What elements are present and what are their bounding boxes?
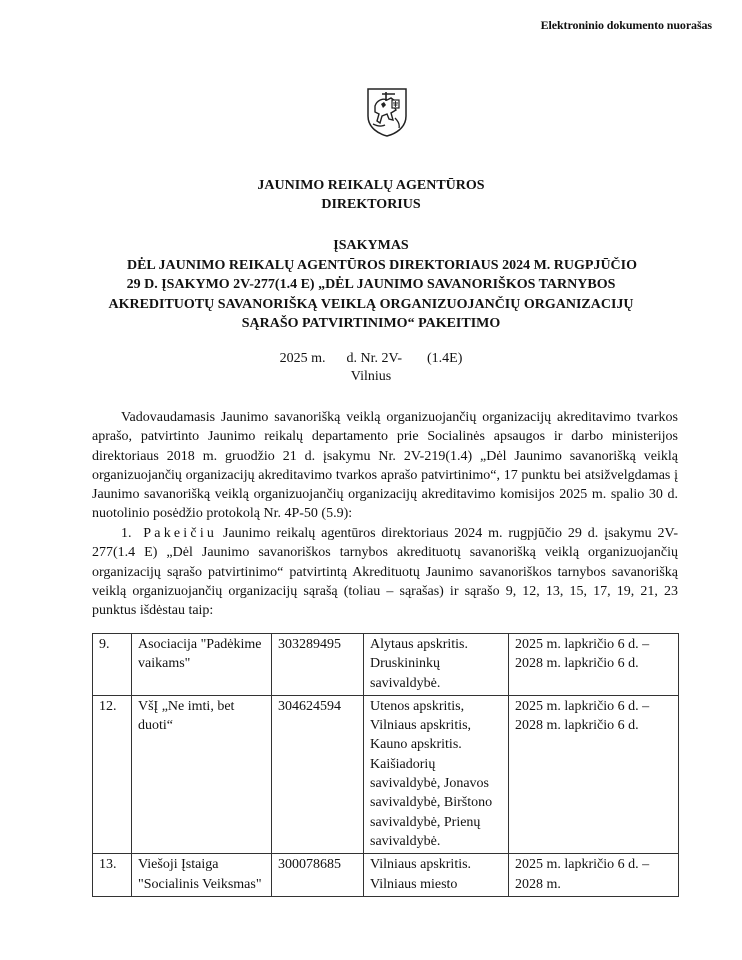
document-title-block [0,236,742,334]
title-line: SĄRAŠO PATVIRTINIMO“ PAKEITIMO [241,316,501,331]
cell-area: Alytaus apskritis. Druskininkų savivaldybė. [364,634,509,696]
cell-number: 13. [93,854,132,897]
institution-heading [0,176,742,214]
cell-number: 9. [93,634,132,696]
cell-number: 12. [93,695,132,853]
cell-area: Utenos apskritis, Vilniaus apskritis, Kauno apskritis. Kaišiadorių savivaldybė, Jonavos savivaldybė, Birštono savivaldybė, Prienų savivaldybė. [364,695,509,853]
preamble-paragraph: Vadovaudamasis Jaunimo savanorišką veiklą organizuojančių organizacijų akreditavimo tvarkos aprašo, patvirtinto Jaunimo reikalų departamento prie Socialinės apsaugos ir darbo ministerijos direktoriaus 2018 m. gruodžio 21 d. įsakymu Nr. 2V-219(1.4) „Dėl Jaunimo savanorišką veiklą organizuojančių organizacijų akreditavimo tvarkos aprašo patvirtinimo“, 17 punktu bei atsižvelgdamas į Jaunimo savanorišką veiklą organizuojančių organizacijų akreditavimo komisijos 2025 m. spalio 30 d. nuotolinio posėdžio protokolą Nr. 4P-50 (5.9): [92,410,678,522]
cell-code: 303289495 [272,634,364,696]
cell-code: 304624594 [272,695,364,853]
cell-area: Vilniaus apskritis. Vilniaus miesto [364,854,509,897]
cell-organization: Viešoji Įstaiga "Socialinis Veiksmas" [132,854,272,897]
cell-code: 300078685 [272,854,364,897]
table-row [93,634,679,696]
cell-organization: VšĮ „Ne imti, bet duoti“ [132,695,272,853]
item-verb: Pakeičiu [143,526,218,541]
cell-period: 2025 m. lapkričio 6 d. – 2028 m. lapkričio 6 d. [509,634,679,696]
document-code: (1.4E) [427,351,463,366]
cell-period: 2025 m. lapkričio 6 d. – 2028 m. [509,854,679,897]
cell-period: 2025 m. lapkričio 6 d. – 2028 m. lapkričio 6 d. [509,695,679,853]
document-type: ĮSAKYMAS [333,238,409,253]
institution-line-2: DIREKTORIUS [321,197,421,212]
cell-organization: Asociacija "Padėkime vaikams" [132,634,272,696]
title-line: AKREDITUOTŲ SAVANORIŠKĄ VEIKLĄ ORGANIZUOJANČIŲ ORGANIZACIJŲ [108,296,634,312]
date-line [0,350,742,386]
item-number: 1. [121,526,132,541]
date-year: 2025 m. [279,351,326,366]
table-row [93,854,679,897]
title-line: DĖL JAUNIMO REIKALŲ AGENTŪROS DIREKTORIAUS 2024 M. RUGPJŪČIO [126,257,638,273]
item-text: Jaunimo reikalų agentūros direktoriaus 2024 m. rugpjūčio 29 d. įsakymu 2V-277(1.4 E) „Dėl Jaunimo savanoriškos tarnybos akredituotų savanorišką veiklą organizuojančių organizacijų sąrašo patvirtinimo“ patvirtintą Akredituotų Jaunimo savanoriškos tarnybos savanorišką veiklą organizuojančių organizacijų sąrašą (toliau – sąrašas) ir sąrašo 9, 12, 13, 15, 17, 19, 21, 23 punktus išdėstau taip: [92,526,679,619]
electronic-copy-stamp: Elektroninio dokumento nuorašas [540,18,712,32]
document-number: d. Nr. 2V- [346,351,402,366]
table-row [93,695,679,853]
title-line: 29 D. ĮSAKYMO 2V-277(1.4 E) „DĖL JAUNIMO SAVANORIŠKOS TARNYBOS [126,277,616,292]
institution-line-1: JAUNIMO REIKALŲ AGENTŪROS [257,178,485,193]
item-1-paragraph [92,524,678,620]
coat-of-arms-icon [365,86,409,138]
organizations-table [92,633,679,897]
place: Vilnius [350,369,392,384]
